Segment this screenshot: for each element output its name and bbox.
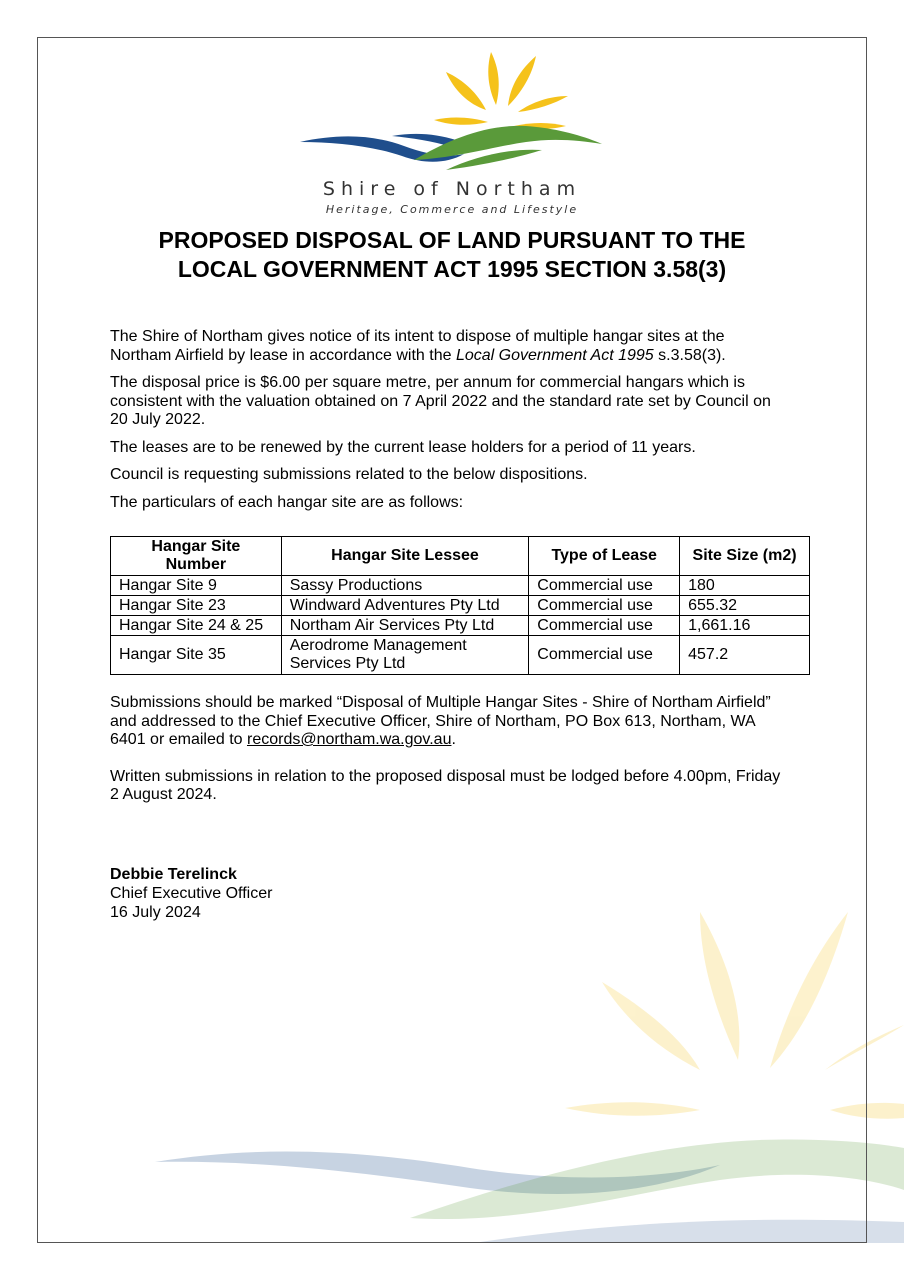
signature-block xyxy=(110,865,272,922)
table-cell: 457.2 xyxy=(680,636,810,675)
column-header: Hangar Site Lessee xyxy=(281,537,529,576)
title-line-1: PROPOSED DISPOSAL OF LAND PURSUANT TO THE xyxy=(158,227,746,253)
signature-date: 16 July 2024 xyxy=(110,904,201,921)
table-cell: Hangar Site 24 & 25 xyxy=(111,616,282,636)
title-line-2: LOCAL GOVERNMENT ACT 1995 SECTION 3.58(3) xyxy=(177,256,727,282)
notice-body xyxy=(110,328,790,521)
table-row xyxy=(111,596,810,616)
sun-rays-icon xyxy=(434,52,568,129)
act-name: Local Government Act 1995 xyxy=(455,346,654,364)
column-header: Hangar Site Number xyxy=(111,537,282,576)
deadline-paragraph: Written submissions in relation to the proposed disposal must be lodged before 4.00pm, Friday 2 August 2024. xyxy=(110,767,781,803)
table-cell: Windward Adventures Pty Ltd xyxy=(281,596,529,616)
table-row xyxy=(111,616,810,636)
table-cell: Aerodrome Management Services Pty Ltd xyxy=(281,636,529,675)
column-header: Type of Lease xyxy=(529,537,680,576)
table-cell: 1,661.16 xyxy=(680,616,810,636)
intro-paragraph: The Shire of Northam gives notice of its intent to dispose of multiple hangar sites at the Northam Airfield by lease in accordance with the Local Government Act 1995 s.3.58(3). xyxy=(110,328,726,364)
submissions-paragraph: Submissions should be marked “Disposal of Multiple Hangar Sites - Shire of Northam Airfield” and addressed to the Chief Executive Officer, Shire of Northam, PO Box 613, Northam, WA 6401 or emailed to records@northam.wa.gov.au. xyxy=(110,694,771,748)
column-header: Site Size (m2) xyxy=(680,537,810,576)
submissions-request-paragraph: Council is requesting submissions related to the below dispositions. xyxy=(110,466,588,483)
email-link[interactable]: records@northam.wa.gov.au xyxy=(246,731,452,748)
table-cell: Commercial use xyxy=(529,636,680,675)
signatory-role: Chief Executive Officer xyxy=(110,885,273,902)
table-cell: Northam Air Services Pty Ltd xyxy=(281,616,529,636)
page-title xyxy=(90,226,814,284)
table-cell: Commercial use xyxy=(529,616,680,636)
logo-tagline: Heritage, Commerce and Lifestyle xyxy=(325,203,579,216)
submissions-section xyxy=(110,694,790,823)
logo-name: Shire of Northam xyxy=(322,178,582,200)
table-cell: Sassy Productions xyxy=(281,576,529,596)
table-cell: Commercial use xyxy=(529,576,680,596)
table-cell: Hangar Site 9 xyxy=(111,576,282,596)
shire-logo-graphic xyxy=(296,50,608,180)
table-header-row xyxy=(111,537,810,576)
table-cell: 655.32 xyxy=(680,596,810,616)
price-paragraph: The disposal price is $6.00 per square metre, per annum for commercial hangars which is consistent with the valuation obtained on 7 April 2022 and the standard rate set by Council on 20 July 2022. xyxy=(110,374,771,428)
particulars-paragraph: The particulars of each hangar site are as follows: xyxy=(110,493,464,511)
table-cell: Hangar Site 23 xyxy=(111,596,282,616)
hangar-sites-table xyxy=(110,536,810,675)
table-cell: Hangar Site 35 xyxy=(111,636,282,675)
lease-term-paragraph: The leases are to be renewed by the current lease holders for a period of 11 years. xyxy=(110,438,696,456)
table-row xyxy=(111,636,810,675)
table-cell: Commercial use xyxy=(529,596,680,616)
signatory-name: Debbie Terelinck xyxy=(110,866,237,883)
table-row xyxy=(111,576,810,596)
table-cell: 180 xyxy=(680,576,810,596)
